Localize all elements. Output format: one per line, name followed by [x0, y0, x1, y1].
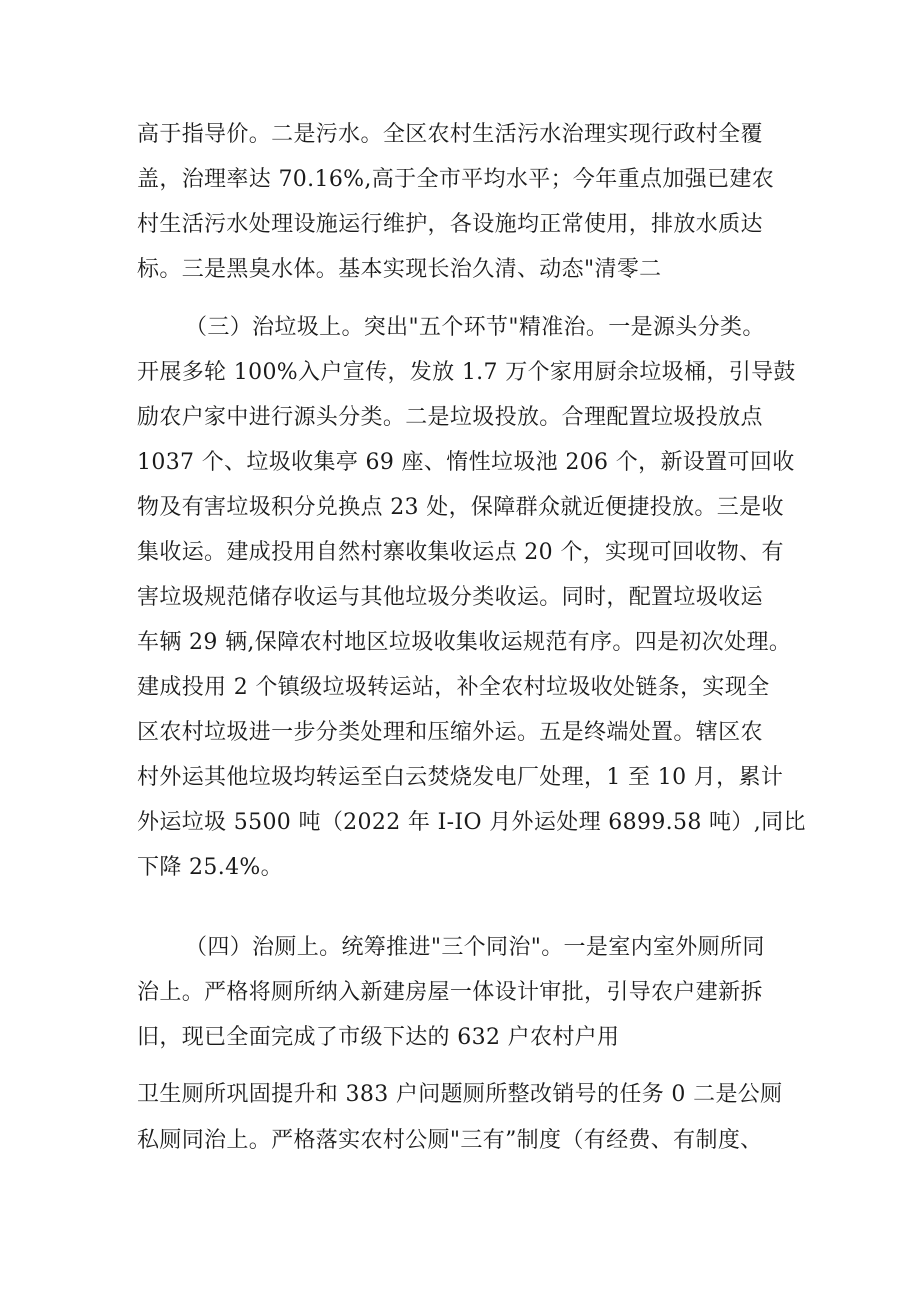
text-line: 物及有害垃圾积分兑换点 23 处，保障群众就近便捷投放。三是收: [137, 495, 784, 520]
text-line: 高于指导价。二是污水。全区农村生活污水治理实现行政村全覆: [137, 122, 763, 147]
text-line: 村外运其他垃圾均转运至白云焚烧发电厂处理，1 至 10 月，累计: [137, 765, 784, 790]
text-line: 治上。严格将厕所纳入新建房屋一体设计审批，引导农户建新拆: [137, 980, 763, 1005]
text-line: 1037 个、垃圾收集亭 69 座、惰性垃圾池 206 个，新设置可回收: [137, 450, 795, 475]
text-line: 开展多轮 100%入户宣传，发放 1.7 万个家用厨余垃圾桶，引导鼓: [137, 360, 796, 385]
paragraph-heading-garbage: （三）治垃圾上。突出"五个环节"精准治。一是源头分类。: [185, 315, 765, 340]
text-line: 车辆 29 辆,保障农村地区垃圾收集收运规范有序。四是初次处理。: [137, 630, 792, 655]
text-line: 励农户家中进行源头分类。二是垃圾投放。合理配置垃圾投放点: [137, 405, 763, 430]
text-line: 私厕同治上。严格落实农村公厕"三有”制度（有经费、有制度、: [137, 1128, 763, 1153]
paragraph-heading-toilet: （四）治厕上。统筹推进"三个同治"。一是室内室外厕所同: [185, 935, 765, 960]
text-line: 集收运。建成投用自然村寨收集收运点 20 个，实现可回收物、有: [137, 540, 784, 565]
text-line: 标。三是黑臭水体。基本实现长治久清、动态"清零二: [137, 257, 662, 282]
text-line: 建成投用 2 个镇级垃圾转运站，补全农村垃圾收处链条，实现全: [137, 675, 770, 700]
text-line: 村生活污水处理设施运行维护，各设施均正常使用，排放水质达: [137, 212, 763, 237]
text-line: 下降 25.4%。: [137, 855, 284, 880]
text-line: 盖，治理率达 70.16%,高于全市平均水平；今年重点加强已建农: [137, 167, 775, 192]
text-line: 旧，现已全面完成了市级下达的 632 户农村户用: [137, 1025, 620, 1050]
text-line: 卫生厕所巩固提升和 383 户问题厕所整改销号的任务 0 二是公厕: [137, 1082, 783, 1107]
text-line: 害垃圾规范储存收运与其他垃圾分类收运。同时，配置垃圾收运: [137, 585, 763, 610]
text-line: 外运垃圾 5500 吨（2022 年 I-IO 月外运处理 6899.58 吨）,同比: [137, 810, 806, 835]
text-line: 区农村垃圾进一步分类处理和压缩外运。五是终端处置。辖区农: [137, 720, 763, 745]
